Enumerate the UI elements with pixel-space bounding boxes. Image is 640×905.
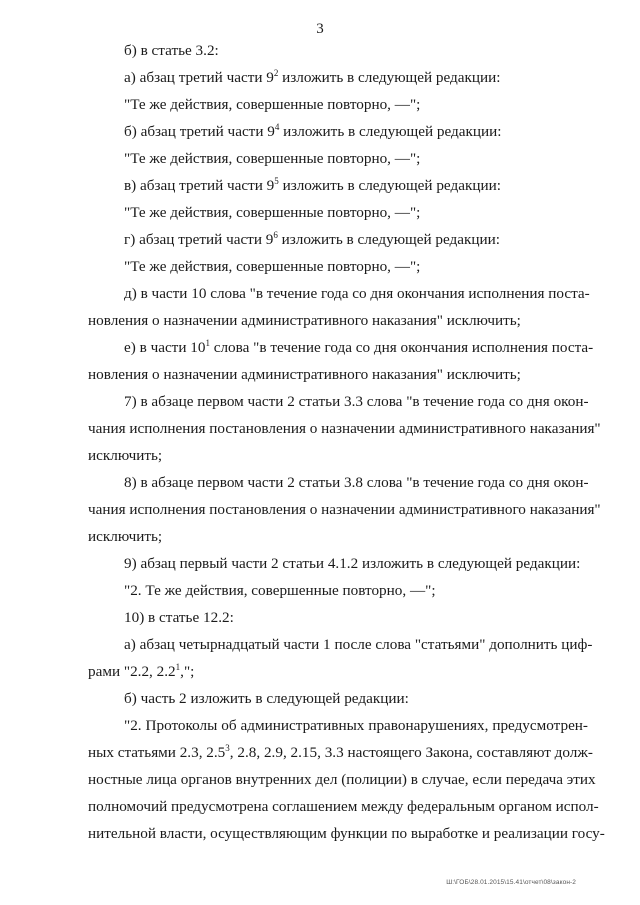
text-line: рами "2.2, $2.2^1$,"; <box>88 662 195 680</box>
text-line: ных статьями 2.3, $2.5^3$, 2.8, 2.9, 2.15, 3.3 настоящего Закона, составляют долж- <box>88 743 593 761</box>
text-line: "2. Те же действия, совершенные повторно, —"; <box>124 582 436 599</box>
text-line: "Те же действия, совершенные повторно, —"; <box>124 258 421 275</box>
text-line: чания исполнения постановления о назначении административного наказания" <box>88 501 601 518</box>
text-line: 7) в абзаце первом части 2 статьи 3.3 слова "в течение года со дня окон- <box>124 393 589 410</box>
file-path-footer: Ш:\ГОБ\28.01.2015\15.41\отчет\08\закон-2 <box>446 879 576 886</box>
text-line: 8) в абзаце первом части 2 статьи 3.8 слова "в течение года со дня окон- <box>124 474 589 491</box>
text-line: г) абзац третий части $9^6$ изложить в следующей редакции: <box>124 230 500 248</box>
text-line: е) в части $10^1$ слова "в течение года со дня окончания исполнения поста- <box>124 338 594 356</box>
text-line: а) абзац четырнадцатый части 1 после слова "статьями" дополнить циф- <box>124 636 593 653</box>
text-line: б) в статье 3.2: <box>124 42 219 59</box>
text-line: б) абзац третий части $9^4$ изложить в следующей редакции: <box>124 122 502 140</box>
text-line: исключить; <box>88 528 163 545</box>
text-line: "Те же действия, совершенные повторно, —"; <box>124 96 421 113</box>
text-line: 10) в статье 12.2: <box>124 609 234 626</box>
text-line: д) в части 10 слова "в течение года со дня окончания исполнения поста- <box>124 285 590 302</box>
text-line: а) абзац третий части $9^2$ изложить в следующей редакции: <box>124 68 501 86</box>
text-line: ностные лица органов внутренних дел (полиции) в случае, если передача этих <box>88 771 596 788</box>
text-line: полномочий предусмотрена соглашением между федеральным органом испол- <box>88 798 599 815</box>
text-line: исключить; <box>88 447 163 464</box>
text-line: "Те же действия, совершенные повторно, —"; <box>124 204 421 221</box>
text-line: нительной власти, осуществляющим функции по выработке и реализации госу- <box>88 825 605 842</box>
text-line: чания исполнения постановления о назначении административного наказания" <box>88 420 601 437</box>
text-line: новления о назначении административного наказания" исключить; <box>88 312 521 329</box>
text-line: новления о назначении административного наказания" исключить; <box>88 366 521 383</box>
text-line: в) абзац третий части $9^5$ изложить в следующей редакции: <box>124 176 501 194</box>
text-line: б) часть 2 изложить в следующей редакции: <box>124 690 409 707</box>
text-line: "Те же действия, совершенные повторно, —"; <box>124 150 421 167</box>
text-line: 9) абзац первый части 2 статьи 4.1.2 изложить в следующей редакции: <box>124 555 581 572</box>
text-line: "2. Протоколы об административных правонарушениях, предусмотрен- <box>124 717 588 734</box>
page-number: 3 <box>316 21 324 37</box>
